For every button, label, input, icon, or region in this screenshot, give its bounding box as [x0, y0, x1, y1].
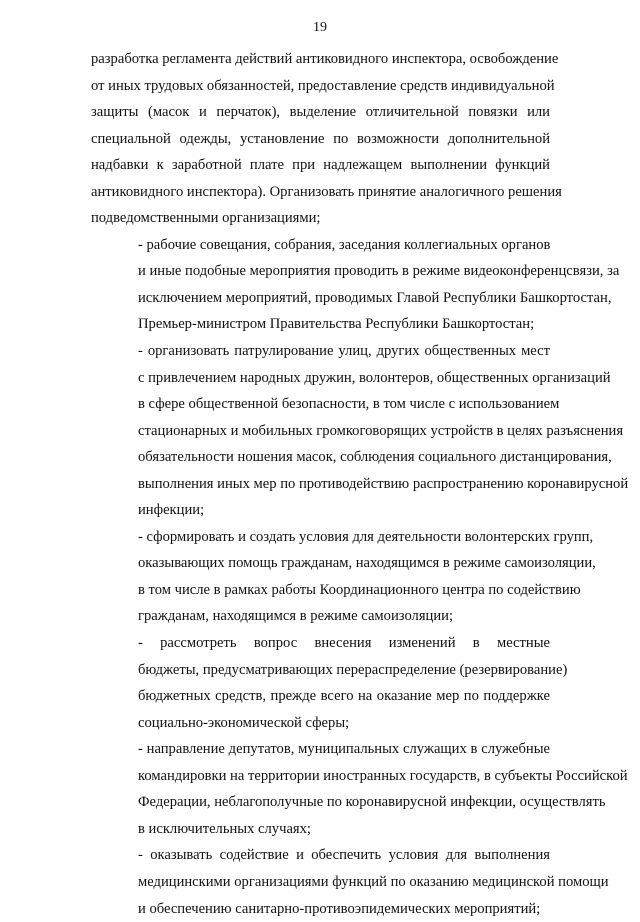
text-line: обязательности ношения масок, соблюдения социального дистанцирования,: [91, 444, 550, 471]
document-body: [91, 46, 550, 922]
text-line: надбавки к заработной плате при надлежащем выполнении функций: [91, 152, 550, 179]
text-line: оказывающих помощь гражданам, находящимся в режиме самоизоляции,: [91, 550, 550, 577]
text-line: выполнения иных мер по противодействию распространению коронавирусной: [91, 471, 550, 498]
text-line: защиты (масок и перчаток), выделение отличительной повязки или: [91, 99, 550, 126]
paragraph: [91, 736, 550, 842]
text-line: - организовать патрулирование улиц, других общественных мест: [91, 338, 550, 365]
text-line: подведомственными организациями;: [91, 205, 550, 232]
paragraph: [91, 46, 550, 232]
text-line: стационарных и мобильных громкоговорящих устройств в целях разъяснения: [91, 418, 550, 445]
paragraph: [91, 842, 550, 922]
text-line: командировки на территории иностранных государств, в субъекты Российской: [91, 763, 550, 790]
text-line: медицинскими организациями функций по оказанию медицинской помощи: [91, 869, 550, 896]
text-line: Федерации, неблагополучные по коронавирусной инфекции, осуществлять: [91, 789, 550, 816]
text-line: социально-экономической сферы;: [91, 710, 550, 737]
paragraph: [91, 232, 550, 338]
text-line: специальной одежды, установление по возможности дополнительной: [91, 126, 550, 153]
paragraph: [91, 338, 550, 524]
text-line: - рабочие совещания, собрания, заседания коллегиальных органов: [91, 232, 550, 259]
text-line: антиковидного инспектора). Организовать принятие аналогичного решения: [91, 179, 550, 206]
text-line: инфекции;: [91, 497, 550, 524]
text-line: в сфере общественной безопасности, в том числе с использованием: [91, 391, 550, 418]
text-line: в том числе в рамках работы Координационного центра по содействию: [91, 577, 550, 604]
text-line: исключением мероприятий, проводимых Главой Республики Башкортостан,: [91, 285, 550, 312]
text-line: и иные подобные мероприятия проводить в режиме видеоконференцсвязи, за: [91, 258, 550, 285]
text-line: в исключительных случаях;: [91, 816, 550, 843]
text-line: бюджеты, предусматривающих перераспределение (резервирование): [91, 657, 550, 684]
text-line: - сформировать и создать условия для деятельности волонтерских групп,: [91, 524, 550, 551]
text-line: от иных трудовых обязанностей, предоставление средств индивидуальной: [91, 73, 550, 100]
text-line: и обеспечению санитарно-противоэпидемических мероприятий;: [91, 896, 550, 922]
page-number: 19: [0, 20, 640, 36]
text-line: разработка регламента действий антиковидного инспектора, освобождение: [91, 46, 550, 73]
paragraph: [91, 524, 550, 630]
text-line: Премьер-министром Правительства Республики Башкортостан;: [91, 311, 550, 338]
text-line: - направление депутатов, муниципальных служащих в служебные: [91, 736, 550, 763]
text-line: с привлечением народных дружин, волонтеров, общественных организаций: [91, 365, 550, 392]
text-line: - оказывать содействие и обеспечить условия для выполнения: [91, 842, 550, 869]
text-line: гражданам, находящимся в режиме самоизоляции;: [91, 603, 550, 630]
paragraph: [91, 630, 550, 736]
text-line: бюджетных средств, прежде всего на оказание мер по поддержке: [91, 683, 550, 710]
text-line: - рассмотреть вопрос внесения изменений в местные: [91, 630, 550, 657]
